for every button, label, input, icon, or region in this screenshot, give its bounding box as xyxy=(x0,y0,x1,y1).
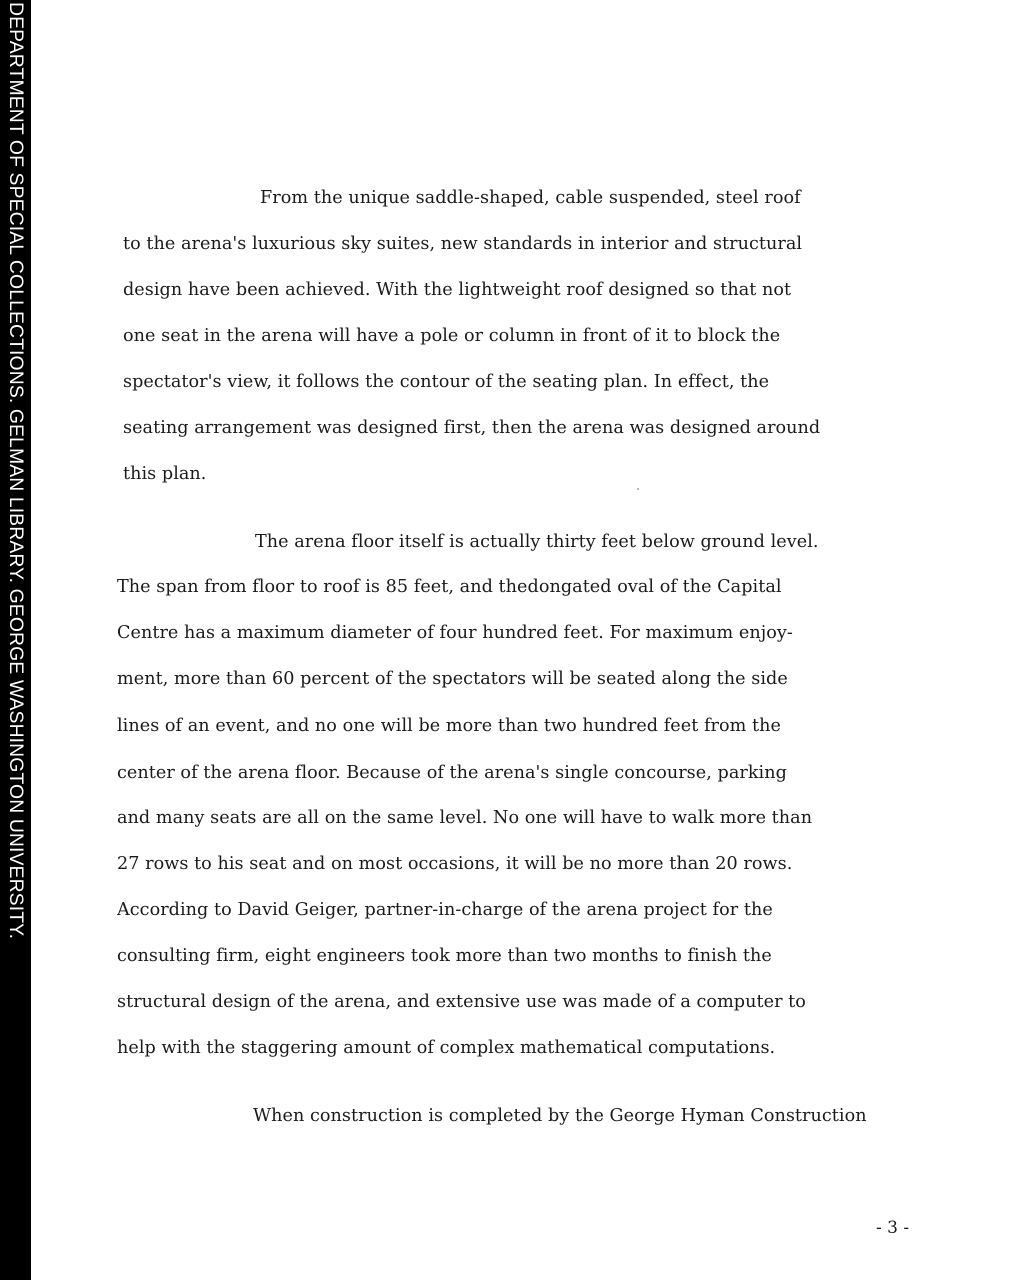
paragraph-3-line-1: When construction is completed by the George Hyman Construction xyxy=(253,1106,867,1126)
paragraph-2-line-3: Centre has a maximum diameter of four hundred feet. For maximum enjoy- xyxy=(117,623,793,643)
paragraph-2-line-6: center of the arena floor. Because of the arena's single concourse, parking xyxy=(117,763,787,783)
page-number: - 3 - xyxy=(876,1218,910,1238)
paragraph-1-line-6: seating arrangement was designed first, then the arena was designed around xyxy=(123,418,821,438)
paragraph-2-line-5: lines of an event, and no one will be more than two hundred feet from the xyxy=(117,716,781,736)
scan-speck xyxy=(637,488,639,490)
paragraph-2-line-10: consulting firm, eight engineers took more than two months to finish the xyxy=(117,946,772,966)
archive-sidebar xyxy=(0,0,31,1280)
paragraph-2-line-12: help with the staggering amount of complex mathematical computations. xyxy=(117,1038,776,1058)
paragraph-2-line-2: The span from floor to roof is 85 feet, and thedongated oval of the Capital xyxy=(117,577,782,597)
paragraph-2-line-11: structural design of the arena, and extensive use was made of a computer to xyxy=(117,992,806,1012)
paragraph-1-line-7: this plan. xyxy=(123,464,207,484)
paragraph-1-line-1: From the unique saddle-shaped, cable suspended, steel roof xyxy=(260,188,801,208)
paragraph-2-line-4: ment, more than 60 percent of the spectators will be seated along the side xyxy=(117,669,788,689)
paragraph-2-line-7: and many seats are all on the same level. No one will have to walk more than xyxy=(117,808,813,828)
paragraph-1-line-2: to the arena's luxurious sky suites, new standards in interior and structural xyxy=(123,234,803,254)
paragraph-2-line-9: According to David Geiger, partner-in-charge of the arena project for the xyxy=(117,900,773,920)
paragraph-1-line-5: spectator's view, it follows the contour of the seating plan. In effect, the xyxy=(123,372,770,392)
paragraph-1-line-4: one seat in the arena will have a pole or column in front of it to block the xyxy=(123,326,781,346)
document-page xyxy=(31,0,1029,1280)
paragraph-2-line-8: 27 rows to his seat and on most occasions, it will be no more than 20 rows. xyxy=(117,854,793,874)
paragraph-2-line-1: The arena floor itself is actually thirty feet below ground level. xyxy=(255,532,819,552)
archive-credit-text: DEPARTMENT OF SPECIAL COLLECTIONS. GELMAN LIBRARY. GEORGE WASHINGTON UNIVERSITY. xyxy=(5,2,27,940)
paragraph-1-line-3: design have been achieved. With the lightweight roof designed so that not xyxy=(123,280,792,300)
